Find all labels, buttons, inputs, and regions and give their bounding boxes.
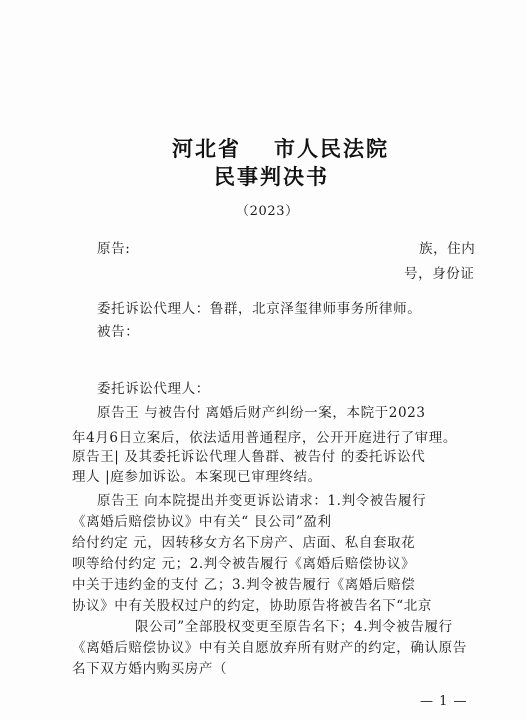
body-line-4: 理人 |庭参加诉讼。本案现已审理终结。 xyxy=(72,469,322,485)
body-line-5: 原告王 向本院提出并变更诉讼请求：1.判令被告履行 xyxy=(97,493,427,509)
body-line-6: 《离婚后赔偿协议》中有关“ 艮公司”盈利 xyxy=(72,514,332,530)
body-line-8: 呗等给付约定 元；2.判令被告履行《离婚后赔偿协议》 xyxy=(72,556,416,572)
plaintiff-label: 原告: xyxy=(97,241,131,257)
case-number: （2023） xyxy=(236,204,299,219)
body-line-2: 年4月6日立案后，依法适用普通程序，公开开庭进行了审理。 xyxy=(72,430,457,446)
body-line-11: 限公司”全部股权变更至原告名下；4.判令被告履行 xyxy=(135,619,453,635)
body-line-9: 中关于违约金的支付 乙；3.判令被告履行《离婚后赔偿 xyxy=(72,577,416,593)
document-type-title: 民事判决书 xyxy=(214,164,329,189)
defendant-agent-line: 委托诉讼代理人： xyxy=(97,381,210,397)
plaintiff-agent-line: 委托诉讼代理人：鲁群，北京泽玺律师事务所律师。 xyxy=(97,301,422,317)
plaintiff-info-fragment-2: 号，身份证 xyxy=(404,266,475,282)
body-line-10: 协议》中有关股权过户的约定，协助原告将被告名下“北京 xyxy=(72,598,433,614)
body-line-12: 《离婚后赔偿协议》中有关自愿放弃所有财产的约定，确认原告 xyxy=(72,640,467,656)
body-line-13: 名下双方婚内购买房产（ xyxy=(72,661,228,677)
body-line-1: 原告王 与被告付 离婚后财产纠纷一案，本院于2023 xyxy=(97,405,426,421)
defendant-label: 被告： xyxy=(97,324,140,340)
court-name-right: 市人民法院 xyxy=(274,136,389,161)
plaintiff-info-fragment-1: 族，住内 xyxy=(419,241,476,257)
body-line-7: 给付约定 元，因转移女方名下房产、店面、私自套取花 xyxy=(72,535,416,551)
page-number: — 1 — xyxy=(420,694,468,709)
court-name-left: 河北省 xyxy=(172,136,241,161)
body-line-3: 原告王| 及其委托诉讼代理人鲁群、被告付 的委托诉讼代 xyxy=(72,449,426,465)
